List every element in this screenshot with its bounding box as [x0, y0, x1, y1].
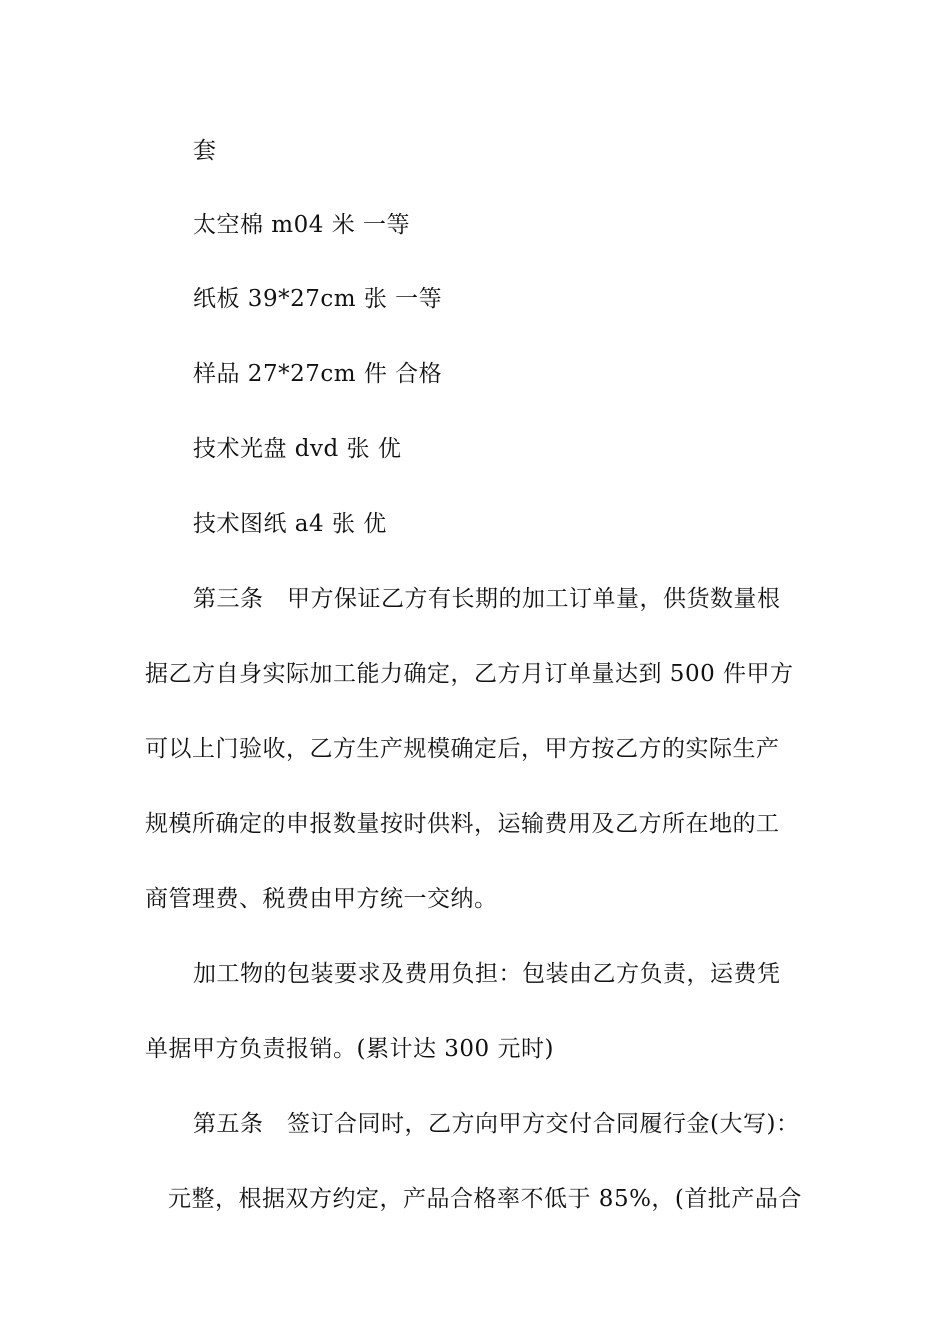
text-line: 套 [193, 138, 217, 164]
text-line: 第五条 签订合同时，乙方向甲方交付合同履行金(大写)： [193, 1111, 800, 1137]
text-line: 单据甲方负责报销。(累计达 300 元时) [145, 1036, 554, 1062]
text-line: 据乙方自身实际加工能力确定，乙方月订单量达到 500 件甲方 [145, 661, 794, 687]
text-line: 商管理费、税费由甲方统一交纳。 [145, 886, 498, 912]
text-line: 第三条 甲方保证乙方有长期的加工订单量，供货数量根 [193, 586, 781, 612]
text-line: 样品 27*27cm 件 合格 [193, 361, 443, 387]
text-line: 可以上门验收，乙方生产规模确定后，甲方按乙方的实际生产 [145, 736, 780, 762]
text-line: 纸板 39*27cm 张 一等 [193, 286, 443, 312]
text-line: 技术图纸 a4 张 优 [193, 511, 387, 537]
text-line: 元整，根据双方约定，产品合格率不低于 85%，(首批产品合 [168, 1186, 802, 1212]
text-line: 太空棉 m04 米 一等 [193, 212, 411, 238]
text-line: 技术光盘 dvd 张 优 [193, 436, 402, 462]
text-line: 加工物的包装要求及费用负担：包装由乙方负责，运费凭 [193, 961, 781, 987]
text-line: 规模所确定的申报数量按时供料，运输费用及乙方所在地的工 [145, 811, 780, 837]
